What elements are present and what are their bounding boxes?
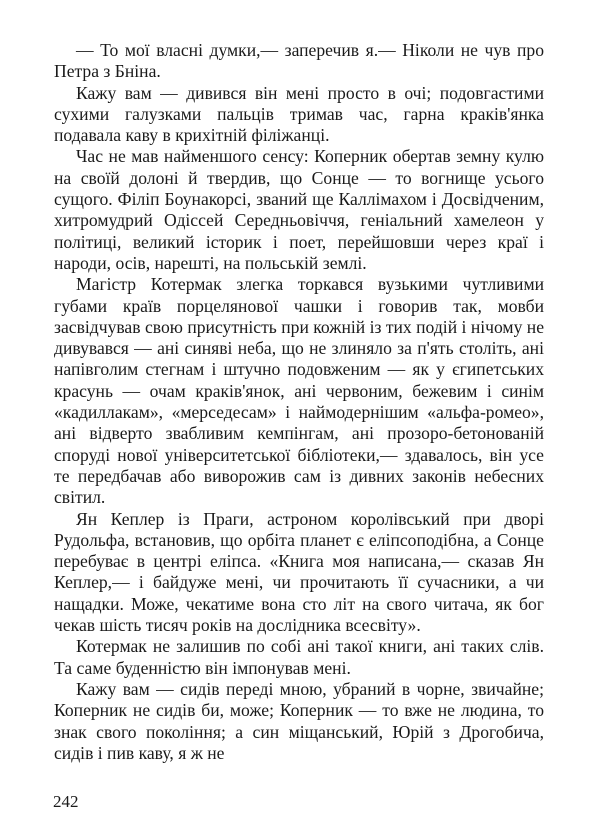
page-number: 242 — [53, 792, 79, 811]
page-body — [54, 40, 544, 764]
paragraph: Магістр Котермак злегка торкався вузькими чутливими губами країв порцелянової чашки і говорив так, мовби засвідчував свою присутність при кожній із тих подій і нічому не дивувався — ані синяві неба, що не злиняло за п'ять століть, ані напівголим стегнам і штучно подовженим — як у єгипетських красунь — очам краків'янок, ані червоним, бежевим і синім «кадиллакам», «мерседесам» і наймодернішим «альфа-ромео», ані відверто звабливим кемпінгам, ані прозоро-бетонованій споруді нової університетської бібліотеки,— здавалось, він усе те передбачав або виворожив сам із дивних законів небесних світил. — [54, 274, 544, 508]
paragraph: — То мої власні думки,— заперечив я.— Ніколи не чув про Петра з Бніна. — [54, 40, 544, 82]
paragraph: Ян Кеплер із Праги, астроном королівський при дворі Рудольфа, встановив, що орбіта планет є еліпсоподібна, а Сонце перебуває в центрі еліпса. «Книга моя написана,— сказав Ян Кеплер,— і байдуже мені, чи прочитають її сучасники, а чи нащадки. Може, чекатиме вона сто літ на свого читача, як бог чекав шість тисяч років на дослідника всесвіту». — [54, 508, 544, 636]
paragraph: Кажу вам — сидів переді мною, убраний в чорне, звичайне; Коперник не сидів би, може; Коперник — то вже не людина, то знак свого покоління; а син міщанський, Юрій з Дрогобича, сидів і пив каву, я ж не — [54, 678, 544, 763]
paragraph: Час не мав найменшого сенсу: Коперник обертав земну кулю на своїй долоні й твердив, що Сонце — то вогнище усього сущого. Філіп Боунакорсі, званий ще Каллімахом і Досвідченим, хитромудрий Одіссей Середньовіччя, геніальний хамелеон у політиці, великий історик і поет, перейшовши через краї і народи, осів, нарешті, на польській землі. — [54, 146, 544, 273]
paragraph: Кажу вам — дивився він мені просто в очі; подовгастими сухими галузками пальців тримав час, гарна краків'янка подавала каву в крихітній філіжанці. — [54, 82, 544, 146]
paragraph: Котермак не залишив по собі ані такої книги, ані таких слів. Та саме буденністю він імпонував мені. — [54, 636, 544, 678]
